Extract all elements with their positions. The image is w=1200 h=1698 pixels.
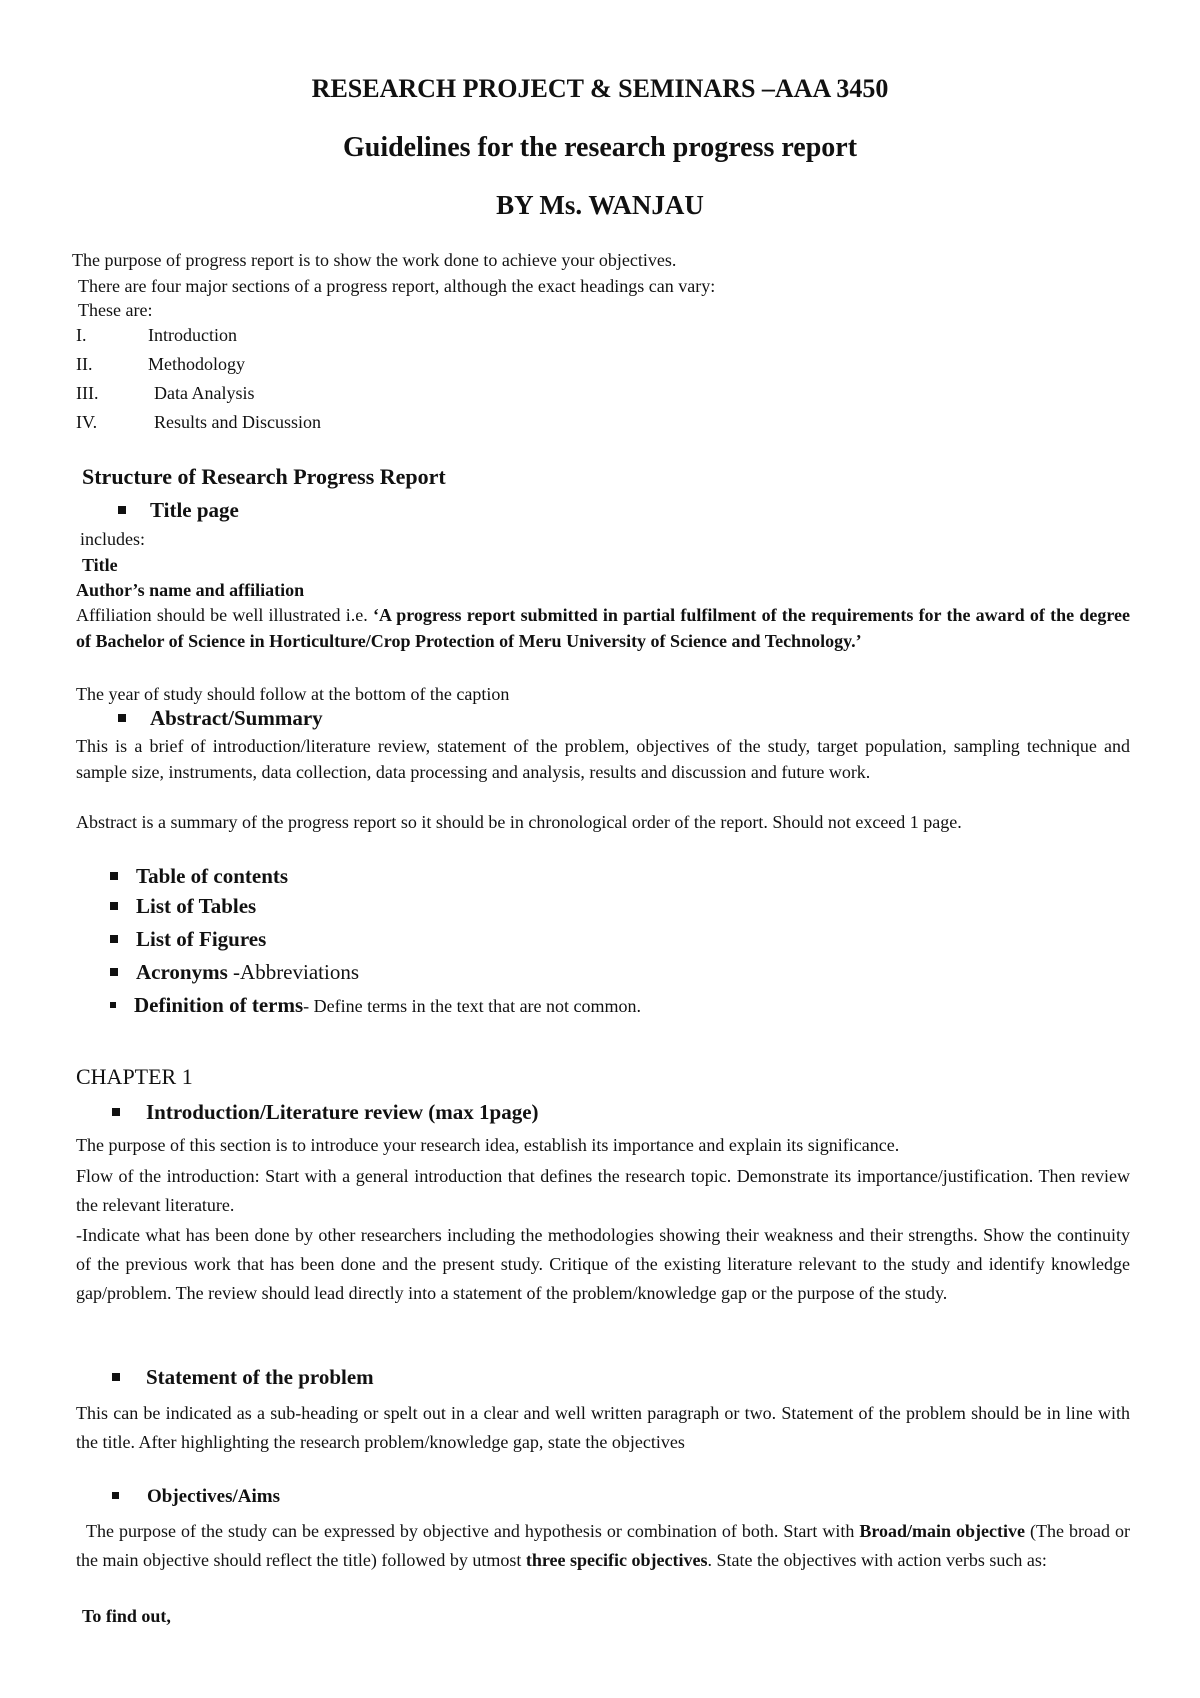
objectives-paragraph [76,1517,1130,1575]
bullet-heading: Statement of the problem [146,1365,374,1389]
section-label: Results and Discussion [154,412,322,432]
bullet-list-of-tables [110,894,256,919]
bullet-heading: List of Tables [136,894,257,918]
year-note-line: The year of study should follow at the bottom of the caption [76,684,510,704]
bullet-heading: Definition of terms [134,993,304,1017]
section-number: IV. [76,412,98,432]
bullet-description: -Abbreviations [227,960,360,984]
affiliation-quote: ‘A progress report submitted in partial fulfilment of the requirements for the award of the degree of Bachelor of Science in Horticulture/Crop Protection of Meru University of Science and Technology.’ [76,605,1130,651]
bullet-introduction [112,1100,539,1125]
abstract-paragraph-2: Abstract is a summary of the progress report so it should be in chronological order of the report. Should not exceed 1 page. [76,812,962,832]
bullet-icon [118,714,126,722]
bullet-abstract [118,706,323,731]
objectives-text: . State the objectives with action verbs such as: [707,1550,1047,1570]
objectives-text: The purpose of the study can be expressed by objective and hypothesis or combination of both. Start with [86,1521,860,1541]
bullet-acronyms [110,960,359,985]
bullet-icon [112,1108,120,1116]
sections-intro-line: There are four major sections of a progress report, although the exact headings can vary: [78,276,716,296]
section-label: Introduction [148,325,237,345]
section-number: I. [76,325,87,345]
objectives-broad: Broad/main objective [859,1521,1026,1541]
bullet-heading: List of Figures [136,927,267,951]
abstract-paragraph-1: This is a brief of introduction/literature review, statement of the problem, objectives of the study, target population, sampling technique and sample size, instruments, data collection, data processing and analysis, results and discussion and future work. [76,736,1130,782]
problem-paragraph: This can be indicated as a sub-heading or spelt out in a clear and well written paragraph or two. Statement of the problem should be in line with the title. After highlighting the research problem/knowledge gap, state the objectives [76,1403,1130,1452]
bullet-heading: Table of contents [136,864,289,888]
bullet-icon [110,935,118,943]
intro-paragraph-1: The purpose of this section is to introduce your research idea, establish its importance and explain its significance. [76,1135,900,1155]
bullet-heading: Abstract/Summary [150,706,323,730]
includes-line: includes: [80,529,145,549]
bullet-icon [112,1492,119,1499]
bullet-heading: Acronyms [136,960,228,984]
to-find-out-line: To find out, [82,1606,171,1626]
objectives-text: (The broad or the main objective should reflect the title) followed by utmost [76,1521,1130,1570]
course-title: RESEARCH PROJECT & SEMINARS –AAA 3450 [311,74,889,103]
bullet-icon [110,872,118,880]
bullet-heading: Introduction/Literature review (max 1page) [146,1100,539,1124]
author-affiliation-line: Author’s name and affiliation [76,580,305,600]
objectives-specific: three specific objectives [525,1550,708,1570]
bullet-icon [110,968,118,976]
chapter-heading: CHAPTER 1 [76,1064,193,1089]
purpose-line: The purpose of progress report is to show the work done to achieve your objectives. [72,250,677,270]
these-are-line: These are: [78,300,153,320]
intro-paragraph-2: Flow of the introduction: Start with a general introduction that defines the research topic. Demonstrate its importance/justification. Then review the relevant literature. [76,1166,1130,1215]
bullet-icon [110,902,118,910]
bullet-definition-of-terms [110,993,641,1018]
bullet-table-of-contents [110,864,288,889]
section-label: Data Analysis [154,383,255,403]
document-author: BY Ms. WANJAU [496,190,704,220]
bullet-list-of-figures [110,927,266,952]
bullet-title-page [118,498,239,523]
bullet-icon [112,1373,120,1381]
affiliation-lead: Affiliation should be well illustrated i.e. [76,605,373,625]
bullet-heading: Objectives/Aims [147,1486,280,1507]
section-number: III. [76,383,99,403]
bullet-objectives [112,1486,280,1508]
title-line: Title [82,555,118,575]
bullet-description: - Define terms in the text that are not common. [303,996,642,1016]
bullet-icon [110,1002,116,1008]
bullet-icon [118,506,126,514]
section-label: Methodology [148,354,245,374]
affiliation-paragraph [76,603,1130,654]
document-subtitle: Guidelines for the research progress report [342,132,858,163]
structure-heading: Structure of Research Progress Report [82,464,446,489]
bullet-heading: Title page [150,498,239,522]
section-number: II. [76,354,93,374]
bullet-statement-of-problem [112,1365,374,1390]
intro-paragraph-3: -Indicate what has been done by other researchers including the methodologies showing their weakness and their strengths. Show the continuity of the previous work that has been done and the present study. Critique of the existing literature relevant to the study and identify knowledge gap/problem. The review should lead directly into a statement of the problem/knowledge gap or the purpose of the study. [76,1225,1130,1303]
